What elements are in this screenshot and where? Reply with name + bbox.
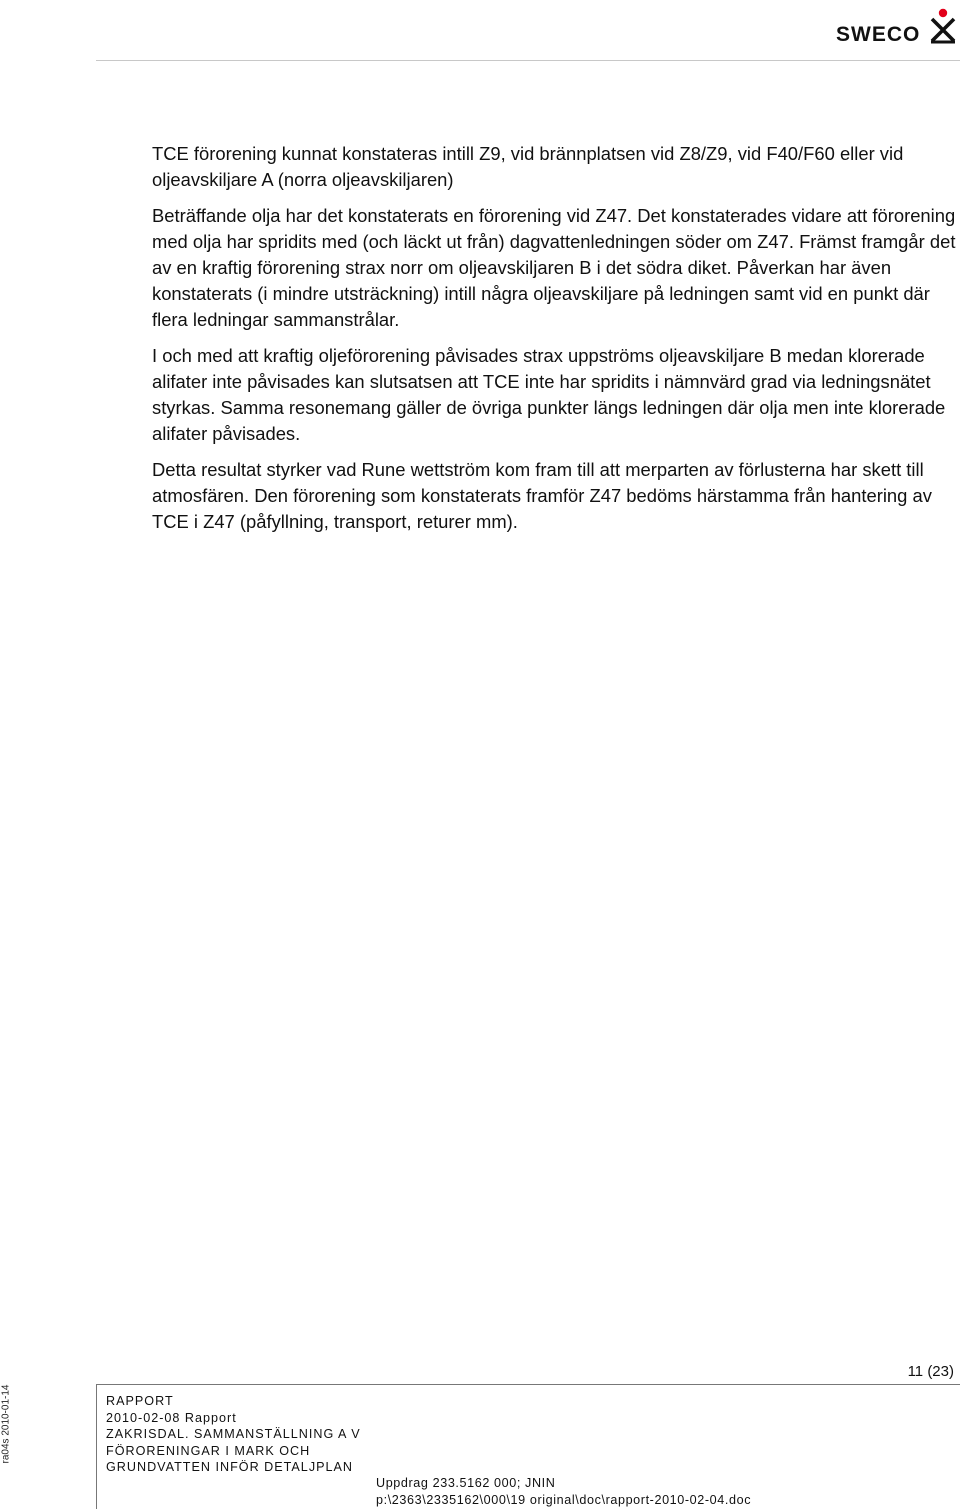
footer-doc-type: RAPPORT <box>106 1394 174 1408</box>
paragraph-tce: TCE förorening kunnat konstateras intill Z9, vid brännplatsen vid Z8/Z9, vid F40/F60 eller vid oljeavskiljare A (norra oljeavskiljaren) <box>152 143 904 190</box>
footer-rule-horizontal <box>96 1384 960 1385</box>
sweco-logo <box>836 8 960 48</box>
footer-assignment: Uppdrag 233.5162 000; JNIN <box>376 1476 556 1490</box>
header-rule <box>96 60 960 61</box>
report-body <box>152 141 958 545</box>
footer-assignment-info <box>376 1475 751 1509</box>
side-stamp-text: ra04s 2010-01-14 <box>0 1384 12 1464</box>
paragraph-olja: Beträffande olja har det konstaterats en förorening vid Z47. Det konstaterades vidare att förorening med olja har spridits med (och läckt ut från) dagvattenledningen söder om Z47. Främst framgår det av en kraftig förorening strax norr om oljeavskiljaren B i det södra diket. Påverkan har även konstaterats (i mindre utsträckning) intill några oljeavskiljare på ledningen samt vid en punkt där flera ledningar sammanstrålar. <box>152 205 956 330</box>
page-number: 11 (23) <box>907 1363 954 1380</box>
paragraph-slutsats: I och med att kraftig oljeförorening påvisades strax uppströms oljeavskiljare B medan klorerade alifater inte påvisades kan slutsatsen att TCE inte har spridits i nämnvärd grad via ledningsnätet styrkas. Samma resonemang gäller de övriga punkter längs ledningen där olja men inte klorerade alifater påvisades. <box>152 345 946 444</box>
sweco-logo-icon <box>928 8 958 44</box>
footer-file-path: p:\2363\2335162\000\19 original\doc\rapport-2010-02-04.doc <box>376 1493 752 1507</box>
footer-rule-vertical <box>96 1384 97 1509</box>
footer-doc-date: 2010-02-08 Rapport <box>106 1410 237 1425</box>
footer-document-info <box>106 1393 361 1476</box>
footer-doc-title-line-2: FÖRORENINGAR I MARK OCH <box>106 1443 311 1458</box>
footer-doc-title-line-3: GRUNDVATTEN INFÖR DETALJPLAN <box>106 1460 354 1474</box>
paragraph-resultat: Detta resultat styrker vad Rune wettström kom fram till att merparten av förlusterna har skett till atmosfären. Den förorening som konstaterats framför Z47 bedöms härstamma från hantering av TCE i Z47 (påfyllning, transport, returer mm). <box>152 459 932 532</box>
side-stamp <box>0 1382 12 1466</box>
logo-text: SWECO <box>836 23 921 46</box>
footer-doc-title-line-1: ZAKRISDAL. SAMMANSTÄLLNING A V <box>106 1427 361 1441</box>
